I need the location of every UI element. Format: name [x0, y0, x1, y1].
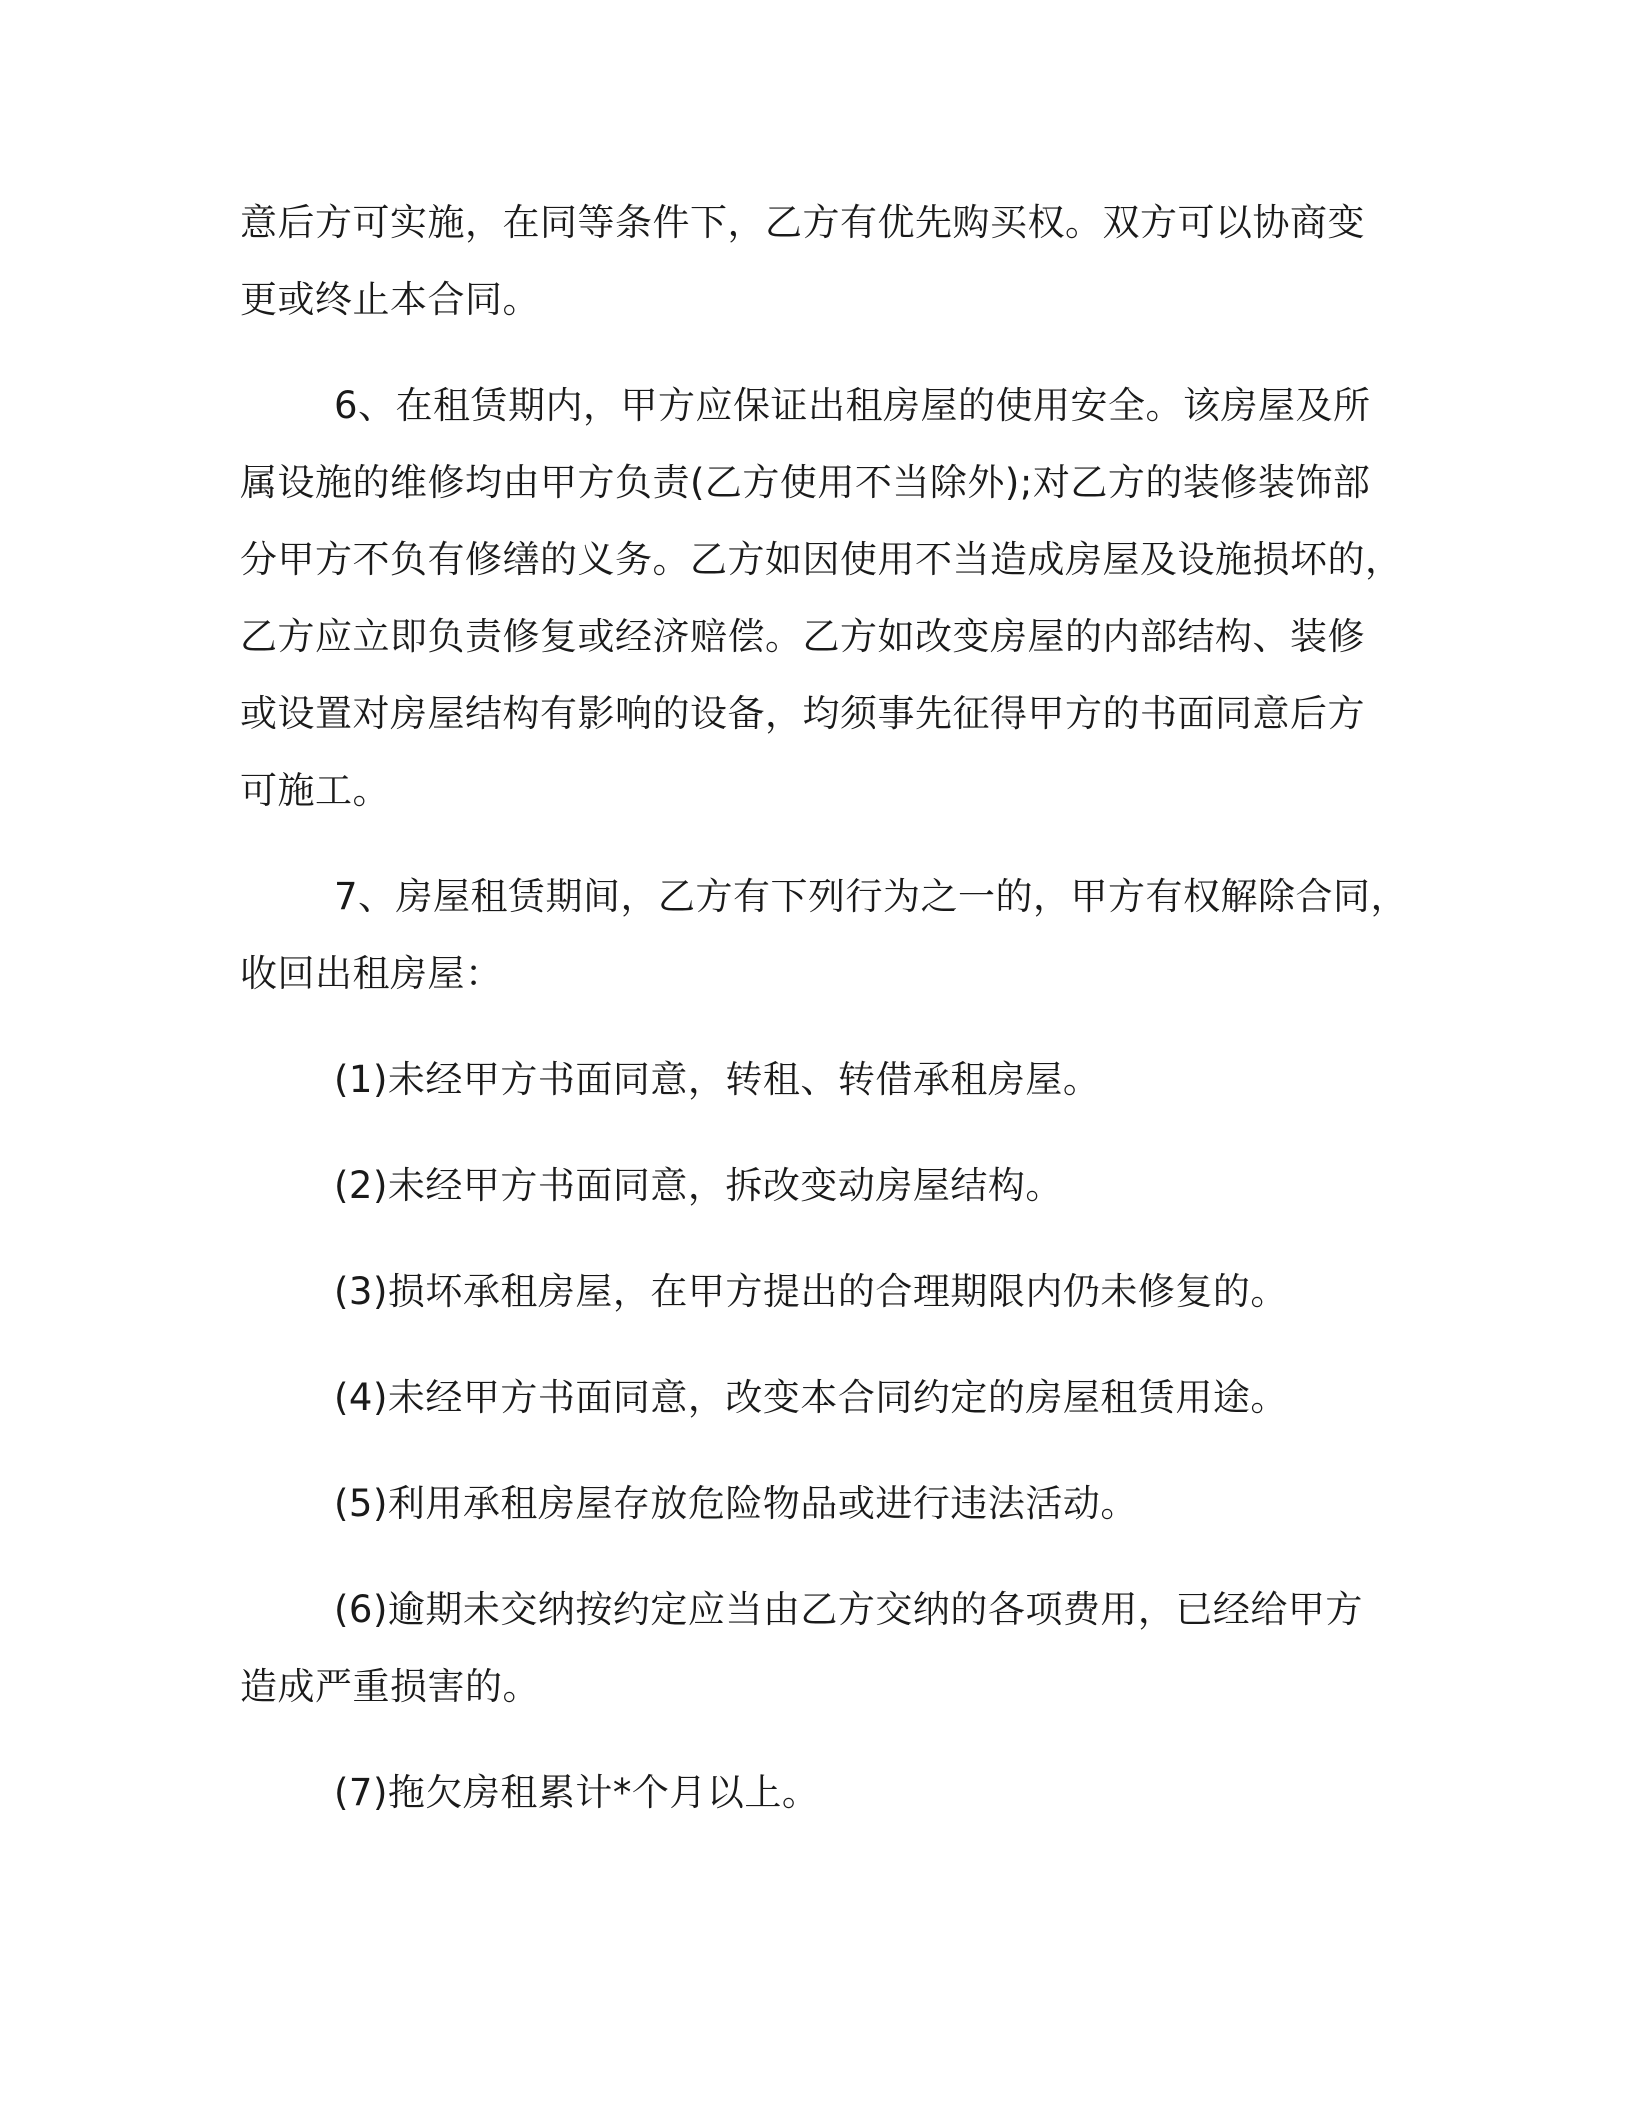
clause-7-item-3 — [240, 1253, 1390, 1330]
text-line: 属设施的维修均由甲方负责(乙方使用不当除外);对乙方的装修装饰部 — [240, 461, 1371, 504]
text-line: 更或终止本合同。 — [240, 278, 540, 321]
document-body — [240, 184, 1409, 1860]
text-line: (7)拖欠房租累计*个月以上。 — [334, 1771, 820, 1814]
clause-7-item-2 — [240, 1147, 1390, 1224]
text-line: 分甲方不负有修缮的义务。乙方如因使用不当造成房屋及设施损坏的， — [240, 538, 1403, 581]
text-line: 可施工。 — [240, 769, 390, 812]
text-line: (6)逾期未交纳按约定应当由乙方交纳的各项费用，已经给甲方 — [334, 1588, 1363, 1631]
text-line: 6、在租赁期内，甲方应保证出租房屋的使用安全。该房屋及所 — [334, 384, 1371, 427]
paragraph-continuation — [240, 184, 1390, 338]
text-line: 乙方应立即负责修复或经济赔偿。乙方如改变房屋的内部结构、装修 — [240, 615, 1365, 658]
clause-7-item-4 — [240, 1359, 1390, 1436]
text-line: 或设置对房屋结构有影响的设备，均须事先征得甲方的书面同意后方 — [240, 692, 1365, 735]
text-line: 意后方可实施，在同等条件下，乙方有优先购买权。双方可以协商变 — [240, 201, 1365, 244]
clause-7-item-7 — [240, 1754, 1390, 1831]
clause-7-item-1 — [240, 1041, 1390, 1118]
text-line: 造成严重损害的。 — [240, 1665, 540, 1708]
text-line: 收回出租房屋： — [240, 952, 503, 995]
text-line: (2)未经甲方书面同意，拆改变动房屋结构。 — [334, 1164, 1063, 1207]
text-line: (3)损坏承租房屋，在甲方提出的合理期限内仍未修复的。 — [334, 1270, 1288, 1313]
text-line: (1)未经甲方书面同意，转租、转借承租房屋。 — [334, 1058, 1101, 1101]
clause-7-item-5 — [240, 1465, 1390, 1542]
clause-7 — [240, 858, 1409, 1012]
clause-7-item-6 — [240, 1571, 1390, 1725]
clause-6 — [240, 367, 1403, 829]
text-line: (5)利用承租房屋存放危险物品或进行违法活动。 — [334, 1482, 1138, 1525]
text-line: 7、房屋租赁期间，乙方有下列行为之一的，甲方有权解除合同， — [334, 875, 1409, 918]
text-line: (4)未经甲方书面同意，改变本合同约定的房屋租赁用途。 — [334, 1376, 1288, 1419]
